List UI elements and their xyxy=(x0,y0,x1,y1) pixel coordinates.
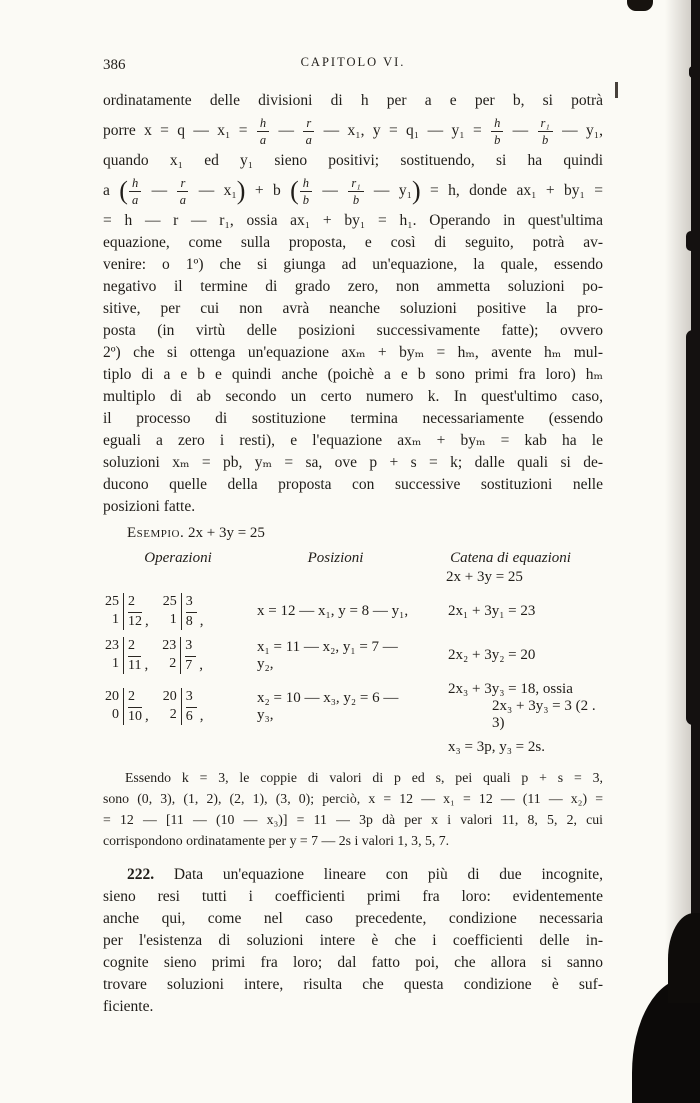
formula-text: — y₁ xyxy=(364,182,412,199)
text-line: cognite sieno primi fra loro; dal fatto poi, che allora si sanno xyxy=(103,954,603,971)
scan-tick-mark xyxy=(615,82,618,98)
chapter-heading: CAPITOLO VI. xyxy=(300,55,406,69)
paragraph-main xyxy=(103,90,603,518)
column-header-posizioni: Posizioni xyxy=(307,550,364,566)
equation-cell: 2x₁ + 3y₁ = 23 xyxy=(448,603,536,619)
text-line: eguali a zero i resti), e l'equazione axₘ + byₘ = kab ha le xyxy=(103,432,603,449)
formula-line xyxy=(103,172,603,210)
formula-text: — xyxy=(313,182,348,199)
fraction: $\frac{h}{b}$ xyxy=(490,116,504,148)
division-scheme: 25 1 3 8 xyxy=(163,593,197,630)
fraction: $\frac{r}{a}$ xyxy=(302,116,315,148)
scan-edge-bump xyxy=(689,66,693,78)
page-header xyxy=(103,55,603,77)
text-line: corrispondono ordinatamente per y = 7 — 2s i valori 1, 3, 5, 7. xyxy=(103,833,450,848)
text-line: quando x₁ ed y₁ sieno positivi; sostituendo, si ha quindi xyxy=(103,152,603,169)
example-table xyxy=(103,550,603,756)
table-row xyxy=(103,681,603,732)
comma: , xyxy=(199,708,204,724)
equation-cell: 2x₂ + 3y₂ = 20 xyxy=(448,647,536,663)
text-line: multiplo di ab secondo un certo numero k. In quest'ultimo caso, xyxy=(103,388,603,405)
table-row xyxy=(103,637,603,674)
text-line: per l'esistenza di soluzioni intere è che i coefficienti delle in- xyxy=(103,932,603,949)
fraction: $\frac{\text{r₁}}{b}$ xyxy=(347,176,364,208)
example-heading xyxy=(103,525,603,542)
comma: , xyxy=(145,708,149,724)
formula-text: — xyxy=(142,182,177,199)
text-line: = h — r — r₁, ossia ax₁ + by₁ = h₁. Operando in quest'ultima xyxy=(103,212,603,229)
text-segment: Data un'equazione lineare con più di due incognite, xyxy=(154,866,603,883)
formula-line xyxy=(103,112,603,150)
division-scheme: 20 0 2 10 xyxy=(105,689,142,724)
text-line xyxy=(103,864,603,886)
text-line: equazione, come sulla proposta, e così di seguito, potrà av- xyxy=(103,234,603,251)
right-paren: ) xyxy=(236,176,246,206)
right-paren: ) xyxy=(411,176,421,206)
fraction: $\frac{r}{a}$ xyxy=(176,176,189,208)
formula-text: + b xyxy=(245,182,291,199)
scan-edge-bump xyxy=(686,231,693,251)
text-line: negativo il termine di grado zero, non ammetta soluzioni po- xyxy=(103,278,603,295)
text-line: posizioni fatte. xyxy=(103,498,196,515)
text-line: ordinatamente delle divisioni di h per a e per b, si potrà xyxy=(103,92,603,109)
text-line: ducono quelle della proposta con successive sostituzioni nelle xyxy=(103,476,603,493)
division-scheme: 23 1 2 11 xyxy=(105,638,142,673)
formula-text: porre x = q — x₁ = xyxy=(103,122,256,139)
equation-line: 2x₃ + 3y₃ = 3 (2 . 3) xyxy=(492,698,596,731)
paragraph-222 xyxy=(103,864,603,1018)
comma: , xyxy=(145,613,149,629)
fraction: $\frac{h}{b}$ xyxy=(299,176,313,208)
comma: , xyxy=(199,657,203,673)
formula-text: — xyxy=(270,122,303,139)
division-scheme: 23 2 3 7 xyxy=(162,637,196,674)
formula-text: — xyxy=(504,122,537,139)
text-line: tiplo di a e b e quindi anche (poichè a e b sono primi fra loro) hₘ xyxy=(103,366,603,383)
formula-text: — y₁, xyxy=(553,122,604,139)
text-line: Essendo k = 3, le coppie di valori di p ed s, pei quali p + s = 3, xyxy=(125,770,603,785)
text-line: il processo di sostituzione termina necessariamente (essendo xyxy=(103,410,603,427)
text-line: ficiente. xyxy=(103,998,154,1015)
formula-text: = h, donde ax₁ + by₁ = xyxy=(420,182,604,199)
fraction: $\frac{h}{a}$ xyxy=(256,116,270,148)
operations-cell xyxy=(103,637,253,674)
page-number: 386 xyxy=(103,57,126,73)
comma: , xyxy=(144,657,149,673)
operations-cell xyxy=(103,593,253,630)
text-line: posta (in virtù delle posizioni successivamente fatte); ovvero xyxy=(103,322,603,339)
text-line: sitive, per cui non avrà neanche soluzioni positive la pro- xyxy=(103,300,603,317)
table-row-final xyxy=(103,739,603,756)
table-row xyxy=(103,593,603,630)
fraction: $\frac{h}{a}$ xyxy=(128,176,142,208)
paragraph-commentary xyxy=(103,767,603,851)
book-page xyxy=(103,55,603,1018)
final-positions: x₃ = 3p, y₃ = 2s. xyxy=(448,739,545,755)
formula-text: — x₁ xyxy=(189,182,237,199)
text-line: trovare soluzioni intere, risulta che questa condizione è suf- xyxy=(103,976,603,993)
text-line: sono (0, 3), (1, 2), (2, 1), (3, 0); perciò, x = 12 — x₁ = 12 — (11 — x₂) = xyxy=(103,791,603,806)
equation-initial: 2x + 3y = 25 xyxy=(446,569,523,585)
positions-cell: x₁ = 11 — x₂, y₁ = 7 — y₂, xyxy=(257,638,398,672)
esempio-equation: 2x + 3y = 25 xyxy=(184,525,265,541)
comma: , xyxy=(199,613,204,629)
operations-cell xyxy=(103,688,253,725)
text-line: soluzioni xₘ = pb, yₘ = sa, ove p + s = k; dalle quali si de- xyxy=(103,454,603,471)
text-line: anche qui, come nel caso precedente, condizione necessaria xyxy=(103,910,603,927)
table-row-initial xyxy=(103,569,603,586)
left-paren: ( xyxy=(290,176,299,206)
formula-text: a xyxy=(103,182,120,199)
division-scheme: 20 2 3 6 xyxy=(163,688,197,725)
scan-edge-strip-wide xyxy=(686,330,700,725)
formula-text: — x₁, y = q₁ — y₁ = xyxy=(315,122,491,139)
table-header-row xyxy=(103,550,603,567)
equation-cell xyxy=(418,681,603,732)
text-line: sieno resi tutti i coefficienti primi fra loro: evidentemente xyxy=(103,888,603,905)
column-header-catena: Catena di equazioni xyxy=(450,550,571,566)
text-line: 2º) che si ottenga un'equazione axₘ + byₘ = hₘ, avente hₘ mul- xyxy=(103,344,603,361)
scan-mark-top xyxy=(627,0,653,11)
text-line: = 12 — [11 — (10 — x₃)] = 11 — 3p dà per x i valori 11, 8, 5, 2, cui xyxy=(103,812,603,827)
section-number: 222. xyxy=(127,866,155,883)
positions-cell: x₂ = 10 — x₃, y₂ = 6 — y₃, xyxy=(257,689,399,723)
esempio-label: Esempio. xyxy=(127,525,185,541)
equation-line: 2x₃ + 3y₃ = 18, ossia xyxy=(448,681,573,697)
left-paren: ( xyxy=(119,176,128,206)
positions-cell: x = 12 — x₁, y = 8 — y₁, xyxy=(257,603,409,619)
division-scheme: 25 1 2 12 xyxy=(105,594,142,629)
fraction: $\frac{\text{r₁}}{b}$ xyxy=(537,116,554,148)
text-line: venire: o 1º) che si giunga ad un'equazione, la quale, essendo xyxy=(103,256,603,273)
column-header-operazioni: Operazioni xyxy=(144,550,212,566)
